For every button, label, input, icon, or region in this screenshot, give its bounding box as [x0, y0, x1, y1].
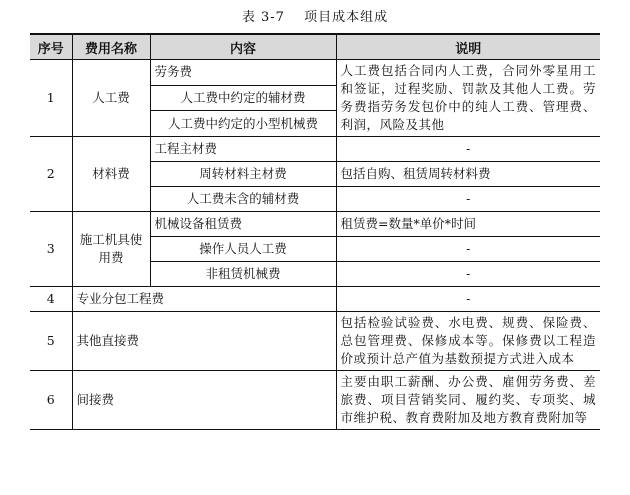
- content-item: 周转材料主材费: [150, 162, 336, 187]
- fee-description: -: [336, 137, 600, 162]
- row-number: 2: [30, 137, 72, 212]
- table-row: [30, 287, 600, 312]
- row-number: 4: [30, 287, 72, 312]
- content-item: 操作人员人工费: [150, 237, 336, 262]
- table-row: [30, 371, 600, 430]
- table-number: 表 3-7: [241, 10, 285, 25]
- fee-description: -: [336, 237, 600, 262]
- fee-description: 包括检验试验费、水电费、规费、保险费、总包管理费、保修成本等。保修费以工程造价或预计总产值为基数预提方式进入成本: [336, 312, 600, 371]
- table-row: [30, 312, 600, 371]
- row-number: 6: [30, 371, 72, 430]
- project-cost-table: [30, 33, 600, 430]
- fee-description: -: [336, 187, 600, 212]
- table-row: [30, 60, 600, 86]
- fee-name: 其他直接费: [72, 312, 336, 371]
- table-header-row: [30, 34, 600, 60]
- fee-name: 间接费: [72, 371, 336, 430]
- header-description: 说明: [336, 34, 600, 60]
- fee-description: 租赁费=数量*单价*时间: [336, 212, 600, 237]
- fee-name: 材料费: [72, 137, 150, 212]
- fee-description: 主要由职工薪酬、办公费、雇佣劳务费、差旅费、项目营销奖同、履约奖、专项奖、城市维护税、教育费附加及地方教育费附加等: [336, 371, 600, 430]
- header-content: 内容: [150, 34, 336, 60]
- table-row: [30, 212, 600, 237]
- fee-description: 包括自购、租赁周转材料费: [336, 162, 600, 187]
- table-row: [30, 137, 600, 162]
- fee-description: -: [336, 287, 600, 312]
- header-seq: 序号: [30, 34, 72, 60]
- content-item: 机械设备租赁费: [150, 212, 336, 237]
- row-number: 1: [30, 60, 72, 137]
- content-item: 工程主材费: [150, 137, 336, 162]
- fee-name: 人工费: [72, 60, 150, 137]
- fee-description: 人工费包括合同内人工费，合同外零星用工和签证，过程奖励、罚款及其他人工费。劳务费指劳务发包价中的纯人工费、管理费、利润，风险及其他: [336, 60, 600, 137]
- row-number: 5: [30, 312, 72, 371]
- fee-description: -: [336, 262, 600, 287]
- fee-name: 专业分包工程费: [72, 287, 336, 312]
- content-item: 劳务费: [150, 60, 336, 86]
- content-item: 人工费中约定的小型机械费: [150, 111, 336, 137]
- content-item: 非租赁机械费: [150, 262, 336, 287]
- table-title: 项目成本组成: [304, 10, 389, 25]
- content-item: 人工费未含的辅材费: [150, 187, 336, 212]
- table-caption: [0, 6, 630, 25]
- fee-name: 施工机具使用费: [72, 212, 150, 287]
- header-fee-name: 费用名称: [72, 34, 150, 60]
- content-item: 人工费中约定的辅材费: [150, 85, 336, 111]
- row-number: 3: [30, 212, 72, 287]
